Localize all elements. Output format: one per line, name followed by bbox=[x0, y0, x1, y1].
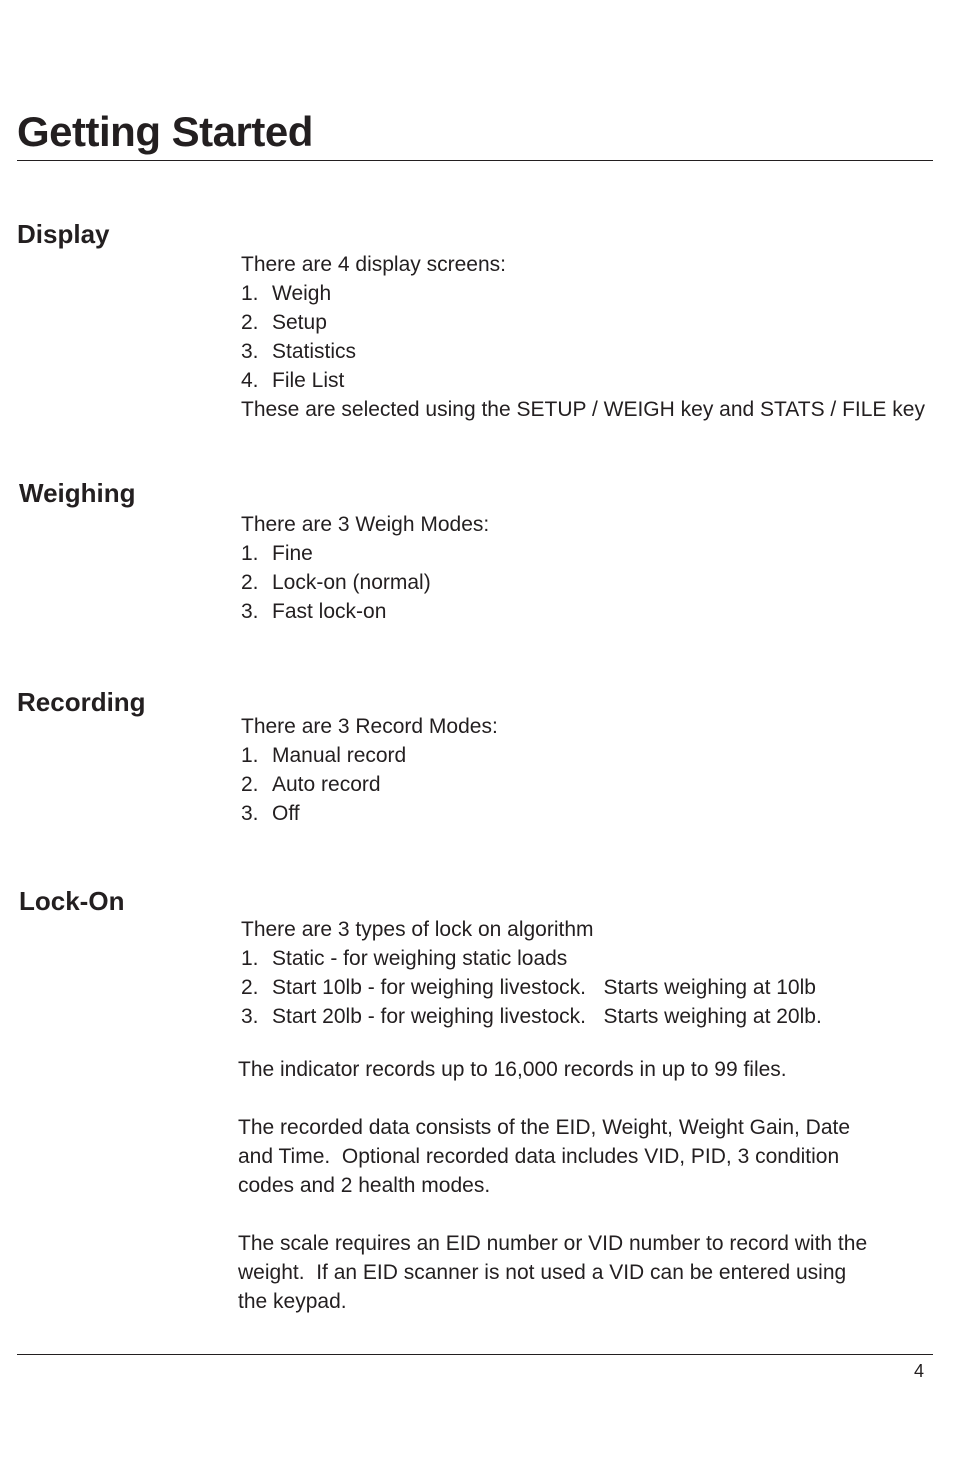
list-text: Lock-on (normal) bbox=[272, 571, 431, 594]
section-heading-recording: Recording bbox=[17, 687, 146, 717]
list-text: Start 10lb - for weighing livestock. Starts weighing at 10lb bbox=[272, 976, 816, 999]
list-item bbox=[241, 770, 498, 799]
section-body-display bbox=[241, 250, 925, 424]
record-modes-list bbox=[241, 741, 498, 828]
paragraph-line: and Time. Optional recorded data includes VID, PID, 3 condition bbox=[238, 1145, 840, 1168]
list-text: File List bbox=[272, 369, 345, 392]
list-item bbox=[241, 366, 925, 395]
list-number: 2. bbox=[241, 773, 259, 796]
section-body-recording bbox=[241, 712, 498, 828]
list-item bbox=[241, 741, 498, 770]
title-divider bbox=[17, 160, 933, 161]
list-item bbox=[241, 799, 498, 828]
list-item bbox=[241, 597, 489, 626]
list-text: Fast lock-on bbox=[272, 600, 387, 623]
section-intro: There are 3 types of lock on algorithm bbox=[241, 918, 594, 941]
paragraph-line: The indicator records up to 16,000 records in up to 99 files. bbox=[238, 1058, 787, 1081]
list-text: Setup bbox=[272, 311, 327, 334]
list-number: 4. bbox=[241, 369, 259, 392]
section-outro: These are selected using the SETUP / WEIGH key and STATS / FILE key bbox=[241, 398, 925, 421]
page-title: Getting Started bbox=[17, 108, 313, 155]
section-intro: There are 3 Weigh Modes: bbox=[241, 513, 490, 536]
list-number: 2. bbox=[241, 311, 259, 334]
list-item bbox=[241, 279, 925, 308]
section-heading-lock-on: Lock-On bbox=[19, 886, 125, 916]
list-number: 1. bbox=[241, 282, 259, 305]
list-text: Static - for weighing static loads bbox=[272, 947, 568, 970]
list-number: 1. bbox=[241, 744, 259, 767]
paragraph-recorded-data bbox=[238, 1113, 928, 1200]
section-heading-display: Display bbox=[17, 219, 110, 249]
list-text: Weigh bbox=[272, 282, 332, 305]
list-text: Fine bbox=[272, 542, 313, 565]
list-text: Manual record bbox=[272, 744, 407, 767]
list-item bbox=[241, 308, 925, 337]
section-intro: There are 4 display screens: bbox=[241, 253, 506, 276]
paragraph-line: The recorded data consists of the EID, Weight, Weight Gain, Date bbox=[238, 1116, 851, 1139]
list-number: 1. bbox=[241, 947, 259, 970]
footer-divider bbox=[17, 1354, 933, 1355]
list-text: Auto record bbox=[272, 773, 381, 796]
paragraph-line: the keypad. bbox=[238, 1290, 347, 1313]
section-heading-weighing: Weighing bbox=[19, 478, 136, 508]
paragraph-eid-requirement bbox=[238, 1229, 928, 1316]
list-number: 1. bbox=[241, 542, 259, 565]
paragraph-line: weight. If an EID scanner is not used a VID can be entered using bbox=[238, 1261, 847, 1284]
list-text: Off bbox=[272, 802, 300, 825]
list-text: Start 20lb - for weighing livestock. Starts weighing at 20lb. bbox=[272, 1005, 822, 1028]
paragraph-record-capacity bbox=[238, 1055, 928, 1084]
paragraph-line: The scale requires an EID number or VID number to record with the bbox=[238, 1232, 868, 1255]
section-body-weighing bbox=[241, 510, 489, 626]
list-number: 2. bbox=[241, 571, 259, 594]
list-item bbox=[241, 337, 925, 366]
list-number: 3. bbox=[241, 802, 259, 825]
list-item bbox=[241, 539, 489, 568]
weigh-modes-list bbox=[241, 539, 489, 626]
list-number: 3. bbox=[241, 600, 259, 623]
list-item bbox=[241, 944, 822, 973]
lock-on-types-list bbox=[241, 944, 822, 1031]
list-number: 3. bbox=[241, 1005, 259, 1028]
list-item bbox=[241, 973, 822, 1002]
section-body-lock-on bbox=[241, 915, 822, 1031]
list-number: 3. bbox=[241, 340, 259, 363]
list-text: Statistics bbox=[272, 340, 357, 363]
page-number: 4 bbox=[913, 1361, 924, 1381]
list-number: 2. bbox=[241, 976, 259, 999]
display-screens-list bbox=[241, 279, 925, 395]
paragraph-line: codes and 2 health modes. bbox=[238, 1174, 491, 1197]
list-item bbox=[241, 568, 489, 597]
list-item bbox=[241, 1002, 822, 1031]
section-intro: There are 3 Record Modes: bbox=[241, 715, 498, 738]
